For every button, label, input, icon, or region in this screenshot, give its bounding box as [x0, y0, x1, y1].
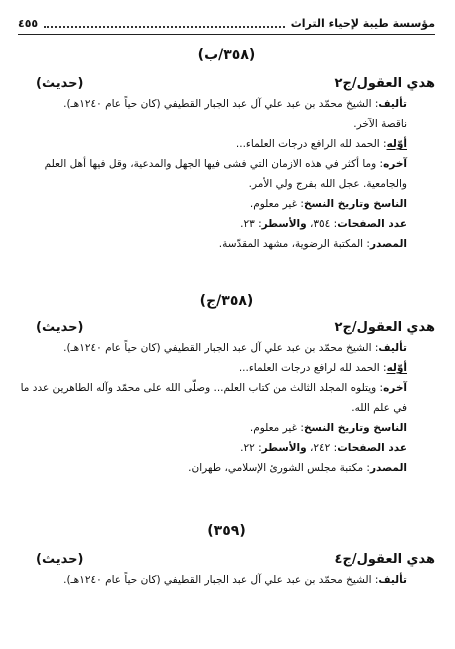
title-row [18, 318, 435, 338]
title-row [18, 74, 435, 94]
source-line: المصدر: مكتبة مجلس الشورئ الإسلامي، طهران. [188, 462, 407, 474]
source-line: المصدر: المكتبة الرضوية، مشهد المقدّسة. [218, 238, 407, 250]
note-line: ناقصة الآخر. [353, 118, 407, 130]
running-header [18, 12, 435, 35]
leader-dots [44, 18, 285, 28]
title-row [18, 550, 435, 570]
pages-line: عدد الصفحات: ٢٤٢، والأسطر: ٢٢. [240, 442, 407, 454]
publisher-name: مؤسسة طيبة لإحياء التراث [290, 16, 435, 30]
entry-heading: (٣٥٨/ب) [197, 47, 256, 63]
book-title: هدي العقول/ج٢ [334, 320, 435, 335]
opening-line: أوّله: الحمد لله لرافع درجات العلماء... [238, 362, 407, 374]
entry-359 [18, 520, 435, 590]
opening-line: أوّله: الحمد لله الرافع درجات العلماء... [235, 138, 407, 150]
author-line: تأليف: الشيخ محمّد بن عبد علي آل عبد الجبار القطيفي (كان حياً عام ١٢٤٠هـ). [63, 342, 407, 354]
page-number: ٤٥٥ [18, 16, 39, 30]
book-title: هدي العقول/ج٢ [334, 76, 435, 91]
subject-type: (حديث) [36, 552, 84, 567]
ending-line: آخره: ويتلوه المجلد الثالث من كتاب العلم... وصلّى الله على محمّد وآله الطاهرين عدد ما في علم الله. [20, 382, 407, 414]
subject-type: (حديث) [36, 76, 84, 91]
pages-line: عدد الصفحات: ٣٥٤، والأسطر: ٢٣. [240, 218, 407, 230]
book-title: هدي العقول/ج٤ [334, 552, 435, 567]
entry-358-c [18, 290, 435, 478]
subject-type: (حديث) [36, 320, 84, 335]
entry-heading: (٣٥٩) [207, 523, 246, 539]
author-line: تأليف: الشيخ محمّد بن عبد علي آل عبد الجبار القطيفي (كان حياً عام ١٢٤٠هـ). [63, 98, 407, 110]
copyist-line: الناسخ وتاريخ النسخ: غير معلوم. [249, 422, 407, 434]
copyist-line: الناسخ وتاريخ النسخ: غير معلوم. [249, 198, 407, 210]
entry-heading: (٣٥٨/ج) [199, 293, 254, 309]
ending-line: آخره: وما أكثر في هذه الازمان التي فشى فيها الجهل والمدعية، وقل فيها أهل العلم والجامعية. عجل الله بفرج ولي الأمر. [44, 158, 407, 190]
author-line: تأليف: الشيخ محمّد بن عبد علي آل عبد الجبار القطيفي (كان حياً عام ١٢٤٠هـ). [63, 574, 407, 586]
entry-358-b [18, 44, 435, 254]
